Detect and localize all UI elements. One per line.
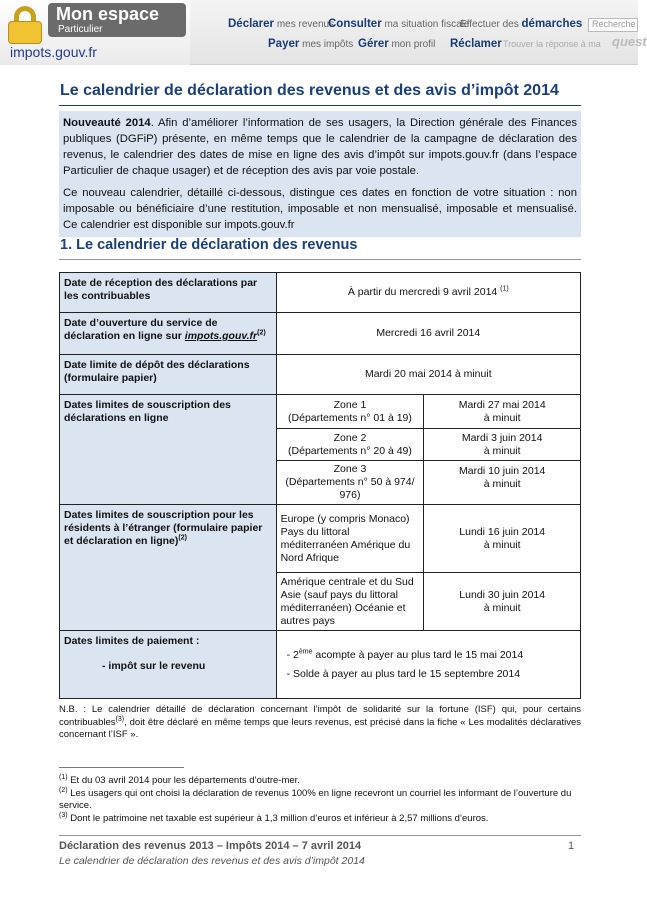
zone-date-cell: Mardi 27 mai 2014 à minuit [424, 395, 581, 429]
abroad-date-cell: Lundi 16 juin 2014 à minuit [424, 505, 581, 573]
table-row [60, 631, 581, 699]
abroad-area-cell: Amérique centrale et du Sud Asie (sauf pays du littoral méditerranéen) Océanie et autres pays [276, 573, 424, 631]
table-row [60, 395, 581, 429]
nav-trouver[interactable]: Trouver la réponse à ma [503, 39, 601, 49]
row-label: Date d’ouverture du service de déclaration en ligne sur $impots.gouv.fr^{(2)}$ [60, 313, 277, 355]
abroad-date-cell: Lundi 30 juin 2014 à minuit [424, 573, 581, 631]
footnote-3: $^{(3)}$ Dont le patrimoine net taxable est supérieur à 1,3 million d’euros et inférieur à 2,57 millions d’euros. [59, 811, 489, 824]
logo-title-box [48, 3, 186, 37]
intro-box [59, 111, 581, 237]
section-title: 1. Le calendrier de déclaration des revenus [60, 237, 358, 253]
search-input[interactable]: Recherche [588, 18, 638, 32]
row-value: Mardi 20 mai 2014 à minuit [276, 355, 580, 395]
footnote-1: $^{(1)}$ Et du 03 avril 2014 pour les départements d’outre-mer. [59, 773, 300, 786]
nav-reclamer[interactable]: Réclamer [450, 38, 502, 50]
logo-title: Mon espace [56, 4, 160, 24]
row-value: À partir du mercredi 9 avril 2014 $^{(1)}$ [276, 273, 580, 313]
row-label: Date limite de dépôt des déclarations (formulaire papier) [60, 355, 277, 395]
zone-cell: Zone 2 (Départements n° 20 à 49) [276, 429, 424, 461]
title-divider [59, 105, 581, 106]
payment-cell [276, 631, 580, 699]
row-label: Dates limites de souscription pour les résidents à l’étranger (formulaire papier et déclaration en ligne)$^{(2)}$ [60, 505, 277, 631]
nav-payer[interactable]: Payer mes impôts [268, 38, 354, 50]
footnote-2: $^{(2)}$ Les usagers qui ont choisi la déclaration de revenus 100% en ligne recevront un courriel les informant de l’ouverture du service. [59, 786, 572, 811]
row-label: Dates limites de souscription des déclarations en ligne [60, 395, 277, 505]
question-link[interactable]: quest [612, 34, 647, 49]
intro-paragraph-1: Nouveauté 2014. Afin d’améliorer l’information de ses usagers, la Direction générale des Finances publiques (DGFiP) présente, en même temps que le calendrier de la campagne de déclaration des revenus, le calendrier des dates de mise en ligne des avis d’impôt sur impots.gouv.fr (dans l’espace Particulier de chaque usager) et de réception des avis par voie postale. [63, 117, 577, 177]
payment-line-2: - Solde à payer au plus tard le 15 septembre 2014 [286, 667, 521, 680]
logo-url: impots.gouv.fr [10, 44, 97, 60]
row-value: Mercredi 16 avril 2014 [276, 313, 580, 355]
payment-line-1: - 2ème acompte à payer au plus tard le 15 mai 2014 [286, 648, 524, 661]
table-row [60, 355, 581, 395]
table-row [60, 505, 581, 573]
page-title: Le calendrier de déclaration des revenus et des avis d’impôt 2014 [60, 82, 559, 99]
abroad-area-cell: Europe (y compris Monaco) Pays du littoral méditerranéen Amérique du Nord Afrique [276, 505, 424, 573]
calendar-table [59, 272, 581, 699]
nav-gerer[interactable]: Gérer mon profil [358, 38, 436, 50]
logo-subtitle: Particulier [58, 24, 103, 35]
page-number: 1 [568, 840, 575, 852]
nav-declarer[interactable]: Déclarer mes revenus [228, 18, 335, 30]
intro-paragraph-2: Ce nouveau calendrier, détaillé ci-dessous, distingue ces dates en fonction de votre situation : non imposable ou bénéficiaire d’une restitution, imposable et non mensualisé, imposable et mensualisé. Ce calendrier est disponible sur impots.gouv.fr [63, 187, 577, 231]
zone-cell: Zone 3 (Départements n° 50 à 974/ 976) [276, 461, 424, 505]
nav-demarches[interactable]: Effectuer des démarches [460, 18, 583, 30]
footer-subtitle: Le calendrier de déclaration des revenus et des avis d’impôt 2014 [59, 855, 365, 867]
zone-cell: Zone 1 (Départements n° 01 à 19) [276, 395, 424, 429]
padlock-icon [8, 6, 42, 44]
table-row [60, 273, 581, 313]
section-divider [59, 259, 581, 260]
table-row [60, 313, 581, 355]
zone-date-cell: Mardi 10 juin 2014 à minuit [424, 461, 581, 505]
nav-consulter[interactable]: Consulter ma situation fiscale [328, 18, 470, 30]
footer-title: Déclaration des revenus 2013 – Impôts 2014 – 7 avril 2014 [59, 840, 362, 852]
footer-divider [59, 835, 581, 836]
footnotes [59, 775, 581, 826]
header-banner [0, 0, 647, 65]
impots-link[interactable]: impots.gouv.fr [184, 330, 258, 342]
nb-note: N.B. : Le calendrier détaillé de déclaration concernant l’impôt de solidarité sur la fortune (ISF) qui, pour certains contribuables$^{(3)}$, doit être déclaré en même temps que leurs revenus, est précisé dans la fiche « Les modalités déclaratives concernant l’ISF ». [59, 704, 581, 740]
row-label: Dates limites de paiement : - impôt sur le revenu [60, 631, 277, 699]
row-label: Date de réception des déclarations par les contribuables [60, 273, 277, 313]
site-logo[interactable] [0, 0, 190, 65]
footnote-divider [59, 767, 184, 768]
zone-date-cell: Mardi 3 juin 2014 à minuit [424, 429, 581, 461]
